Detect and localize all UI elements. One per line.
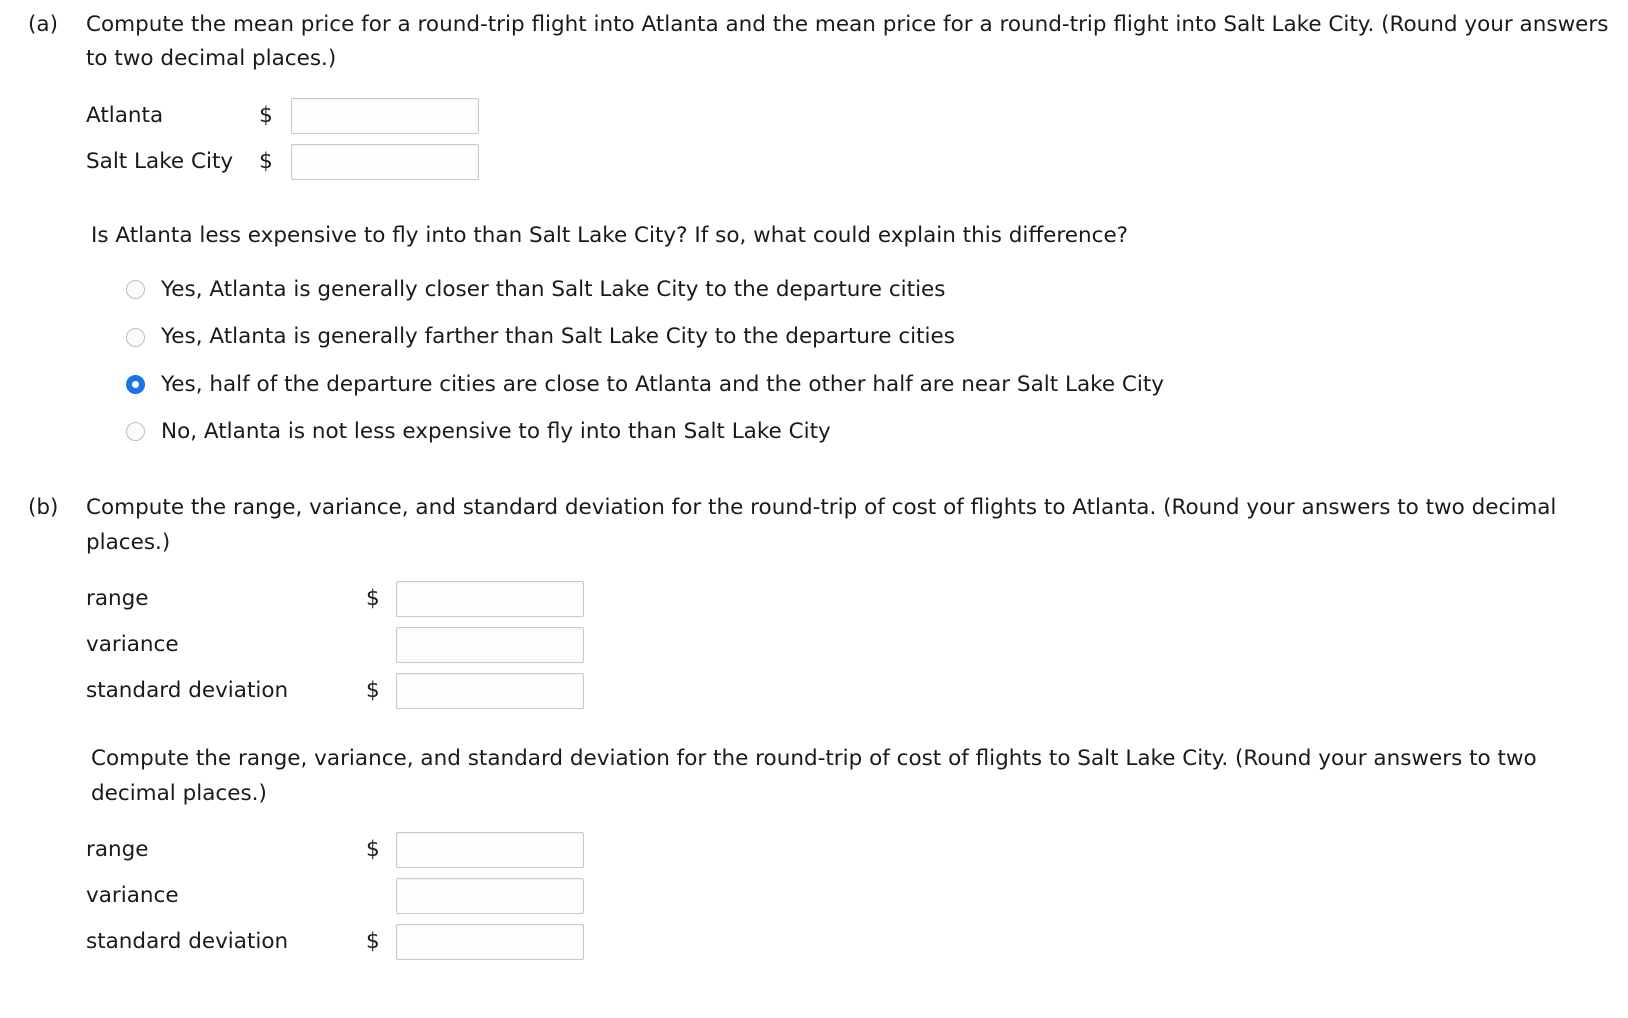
currency-symbol: $ — [259, 149, 273, 175]
table-row — [86, 873, 584, 919]
row-label-range: range — [86, 586, 149, 612]
table-row — [86, 139, 479, 185]
salt-lake-city-variance-input[interactable] — [396, 878, 584, 914]
currency-symbol: $ — [366, 837, 380, 863]
part-b-prompt-salt-lake-city: Compute the range, variance, and standard deviation for the round-trip of cost of flights to Salt Lake City. (Round your answers to two decimal places.) — [91, 746, 1537, 806]
choice-option-2[interactable] — [86, 313, 1610, 360]
atlanta-variance-input[interactable] — [396, 627, 584, 663]
row-label-standard-deviation: standard deviation — [86, 929, 289, 955]
question-part-b — [18, 491, 1610, 965]
radio-icon-selected[interactable] — [126, 375, 145, 394]
part-a-subquestion: Is Atlanta less expensive to fly into than Salt Lake City? If so, what could explain this difference? — [91, 222, 1129, 248]
mean-price-atlanta-input[interactable] — [291, 98, 479, 134]
part-a-label: (a) — [28, 12, 58, 37]
row-label-range: range — [86, 837, 149, 863]
part-a-answer-table — [86, 93, 479, 185]
table-row — [86, 93, 479, 139]
salt-lake-city-range-input[interactable] — [396, 832, 584, 868]
row-label-variance: variance — [86, 883, 179, 909]
currency-symbol: $ — [366, 678, 380, 704]
currency-symbol: $ — [366, 586, 380, 612]
choice-option-1[interactable] — [86, 266, 1610, 313]
choice-option-3[interactable] — [86, 361, 1610, 408]
currency-symbol-empty — [366, 873, 396, 919]
part-a-choice-group — [86, 266, 1610, 455]
radio-icon[interactable] — [126, 280, 145, 299]
choice-option-4[interactable] — [86, 408, 1610, 455]
table-row — [86, 576, 584, 622]
currency-symbol-empty — [366, 622, 396, 668]
table-row — [86, 622, 584, 668]
table-row — [86, 919, 584, 965]
choice-label: No, Atlanta is not less expensive to fly into than Salt Lake City — [161, 419, 831, 445]
part-a-prompt: Compute the mean price for a round-trip flight into Atlanta and the mean price for a round-trip flight into Salt Lake City. (Round your answers to two decimal places.) — [86, 12, 1609, 72]
part-b-label: (b) — [28, 495, 59, 521]
table-row — [86, 827, 584, 873]
part-b-atlanta-table — [86, 576, 584, 714]
row-label-atlanta: Atlanta — [86, 103, 164, 129]
radio-icon[interactable] — [126, 422, 145, 441]
atlanta-standard-deviation-input[interactable] — [396, 673, 584, 709]
row-label-salt-lake-city: Salt Lake City — [86, 149, 234, 175]
mean-price-salt-lake-city-input[interactable] — [291, 144, 479, 180]
choice-label: Yes, Atlanta is generally farther than Salt Lake City to the departure cities — [161, 324, 955, 350]
radio-icon[interactable] — [126, 328, 145, 347]
choice-label: Yes, Atlanta is generally closer than Salt Lake City to the departure cities — [161, 277, 946, 303]
part-b-prompt-atlanta: Compute the range, variance, and standard deviation for the round-trip of cost of flights to Atlanta. (Round your answers to two decimal places.) — [86, 495, 1557, 555]
choice-label: Yes, half of the departure cities are close to Atlanta and the other half are near Salt Lake City — [161, 371, 1165, 397]
currency-symbol: $ — [259, 103, 273, 129]
question-part-a — [18, 8, 1610, 455]
table-row — [86, 668, 584, 714]
row-label-standard-deviation: standard deviation — [86, 678, 289, 704]
part-b-salt-lake-city-table — [86, 827, 584, 965]
currency-symbol: $ — [366, 929, 380, 955]
row-label-variance: variance — [86, 632, 179, 658]
salt-lake-city-standard-deviation-input[interactable] — [396, 924, 584, 960]
atlanta-range-input[interactable] — [396, 581, 584, 617]
